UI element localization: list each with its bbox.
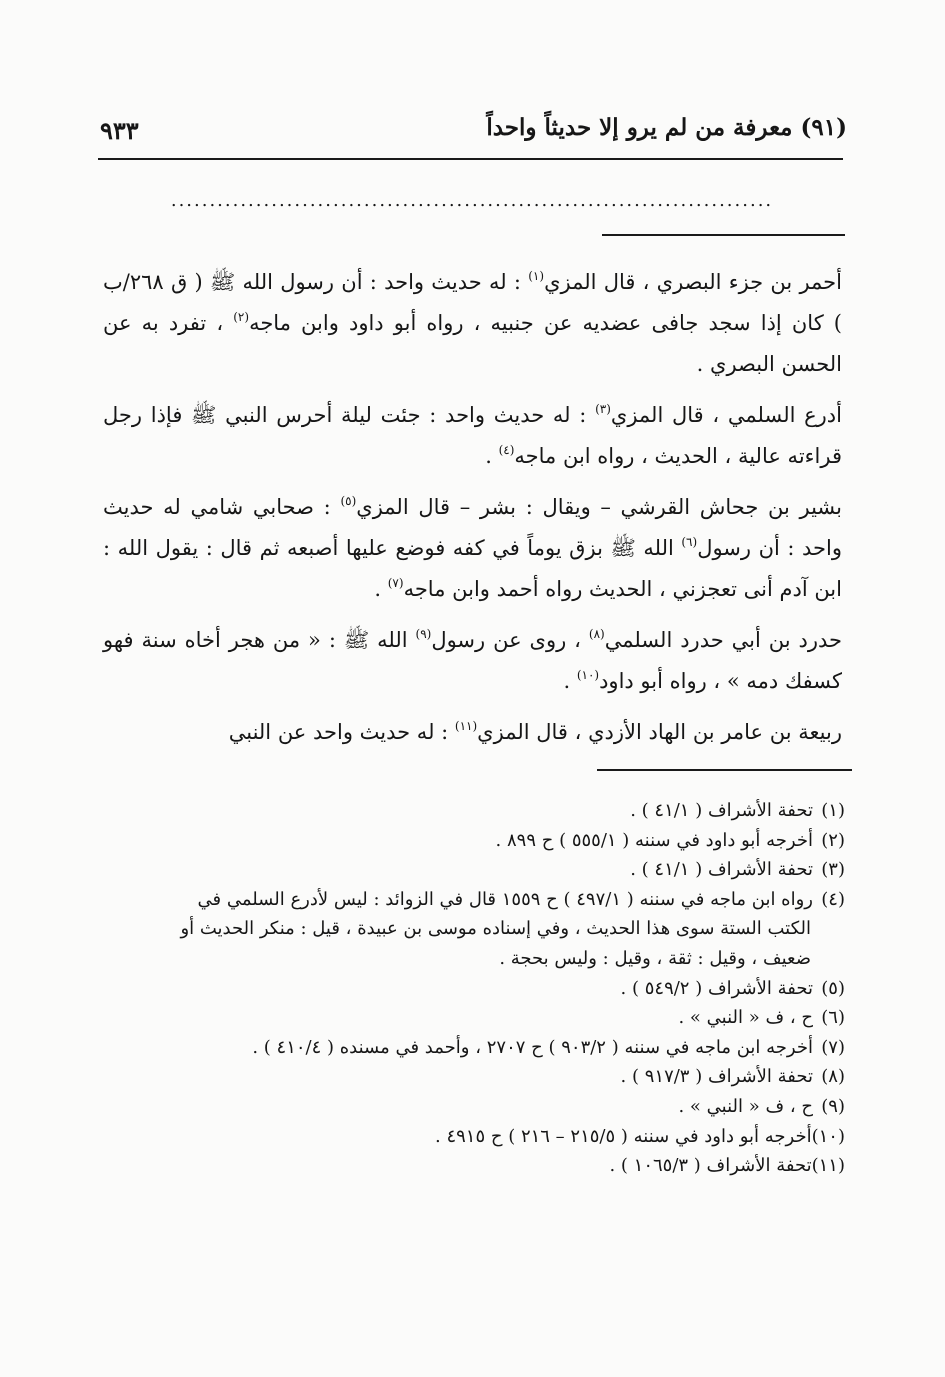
footnote-rule xyxy=(597,769,852,771)
footnote-line xyxy=(100,1033,845,1063)
omission-dots: .............................................................................. xyxy=(170,190,774,211)
footnote-number: (٤) xyxy=(821,888,845,910)
footnote-number: (٥) xyxy=(821,977,845,999)
footnote-text: الكتب الستة سوى هذا الحديث ، وفي إسناده موسى بن عبيدة ، قيل : منكر الحديث أو xyxy=(180,918,811,940)
paragraph xyxy=(103,620,842,702)
footnote-marker: (٧) xyxy=(387,576,404,590)
footnote-text: ح ، ف « النبي » . xyxy=(678,1095,813,1117)
footnote-line xyxy=(100,1122,845,1152)
footnotes xyxy=(100,796,845,1181)
footnote-line xyxy=(100,855,845,885)
running-header-title: (٩١) معرفة من لم يرو إلا حديثاً واحداً xyxy=(486,114,847,141)
footnote-line xyxy=(100,826,845,856)
footnote-number: (٨) xyxy=(821,1066,845,1088)
footnote-number: (٦) xyxy=(821,1007,845,1029)
footnote-text: تحفة الأشراف ( ١٠٦٥/٣ ) . xyxy=(609,1155,812,1177)
paragraph-text: بشير بن جحاش القرشي – ويقال : بشر – قال المزي xyxy=(356,495,842,519)
page-number: ٩٣٣ xyxy=(100,116,139,145)
footnote-text: تحفة الأشراف ( ٩١٧/٣ ) . xyxy=(620,1066,813,1088)
footnote-number: (٣) xyxy=(821,859,845,881)
paragraph-text: حدرد بن أبي حدرد السلمي xyxy=(604,628,842,652)
footnote-marker: (٤) xyxy=(498,443,515,457)
section-rule xyxy=(602,234,845,236)
header-rule xyxy=(98,158,843,160)
footnote-number: (٧) xyxy=(821,1036,845,1058)
footnote-line xyxy=(100,1003,845,1033)
paragraph-text: : له حديث واحد : جئت ليلة أحرس النبي ﷺ فإذا رجل قراءته عالية ، الحديث ، رواه ابن ماجه xyxy=(103,403,842,468)
main-text xyxy=(103,262,842,763)
footnote-text: ضعيف ، وقيل : ثقة ، وقيل : وليس بحجة . xyxy=(499,947,811,969)
paragraph xyxy=(103,712,842,753)
footnote-line xyxy=(100,1151,845,1181)
paragraph-text: أحمر بن جزء البصري ، قال المزي xyxy=(544,270,842,294)
footnote-text: تحفة الأشراف ( ٤١/١ ) . xyxy=(630,859,813,881)
paragraph-text: أدرع السلمي ، قال المزي xyxy=(610,403,842,427)
footnote-number: (٢) xyxy=(821,829,845,851)
paragraph-text: الله ﷺ : « من هجر أخاه سنة فهو كسفك دمه » ، رواه أبو داود xyxy=(103,628,842,693)
paragraph-text: . xyxy=(374,577,388,601)
footnote-marker: (١) xyxy=(528,269,545,283)
footnote-marker: (٨) xyxy=(588,627,605,641)
paragraph-text: : صحابي شامي له حديث واحد : أن رسول xyxy=(103,495,842,560)
footnote-number: (١٠) xyxy=(811,1125,845,1147)
footnote-marker: (١٠) xyxy=(576,668,600,682)
paragraph-text: ربيعة بن عامر بن الهاد الأزدي ، قال المزي xyxy=(477,720,842,744)
footnote-text: أخرجه أبو داود في سننه ( ٥٥٥/١ ) ح ٨٩٩ . xyxy=(495,829,813,851)
paragraph-text: . xyxy=(485,444,499,468)
footnote-line xyxy=(100,914,845,944)
footnote-text: تحفة الأشراف ( ٥٤٩/٢ ) . xyxy=(620,977,813,999)
footnote-marker: (٥) xyxy=(340,494,357,508)
paragraph-text: الله ﷺ بزق يوماً في كفه فوضع عليها أصبعه ثم قال : يقول الله : ابن آدم أنى تعجزني ، الحديث رواه أحمد وابن ماجه xyxy=(103,536,842,601)
footnote-marker: (٢) xyxy=(233,310,250,324)
footnote-text: ح ، ف « النبي » . xyxy=(678,1007,813,1029)
footnote-number: (١١) xyxy=(811,1155,845,1177)
footnote-marker: (٩) xyxy=(415,627,432,641)
footnote-line xyxy=(100,1092,845,1122)
paragraph-text: : له حديث واحد : أن رسول الله ﷺ ( ق ٢٦٨/ب ) كان إذا سجد جافى عضديه عن جنبيه ، رواه أبو داود وابن ماجه xyxy=(103,270,842,335)
footnote-marker: (١١) xyxy=(454,719,478,733)
paragraph xyxy=(103,487,842,610)
footnote-marker: (٦) xyxy=(681,535,698,549)
footnote-line xyxy=(100,796,845,826)
paragraph-text: ، تفرد به عن الحسن البصري . xyxy=(103,311,842,376)
paragraph-text: . xyxy=(563,669,577,693)
paragraph xyxy=(103,262,842,385)
paragraph-text: : له حديث واحد عن النبي xyxy=(228,720,455,744)
paragraph-text: ، روى عن رسول xyxy=(431,628,589,652)
footnote-line xyxy=(100,944,845,974)
footnote-text: تحفة الأشراف ( ٤١/١ ) . xyxy=(630,800,813,821)
footnote-text: رواه ابن ماجه في سننه ( ٤٩٧/١ ) ح ١٥٥٩ قال في الزوائد : ليس لأدرع السلمي في xyxy=(197,888,813,910)
footnote-text: أخرجه أبو داود في سننه ( ٢١٥/٥ – ٢١٦ ) ح ٤٩١٥ . xyxy=(435,1125,812,1147)
footnote-line xyxy=(100,885,845,915)
footnote-number: (٩) xyxy=(821,1095,845,1117)
footnote-marker: (٣) xyxy=(595,402,611,416)
paragraph xyxy=(103,395,842,477)
footnote-line xyxy=(100,974,845,1004)
footnote-number: (١) xyxy=(821,800,845,821)
footnote-text: أخرجه ابن ماجه في سننه ( ٩٠٣/٢ ) ح ٢٧٠٧ ، وأحمد في مسنده ( ٤١٠/٤ ) . xyxy=(252,1036,813,1058)
footnote-line xyxy=(100,1062,845,1092)
